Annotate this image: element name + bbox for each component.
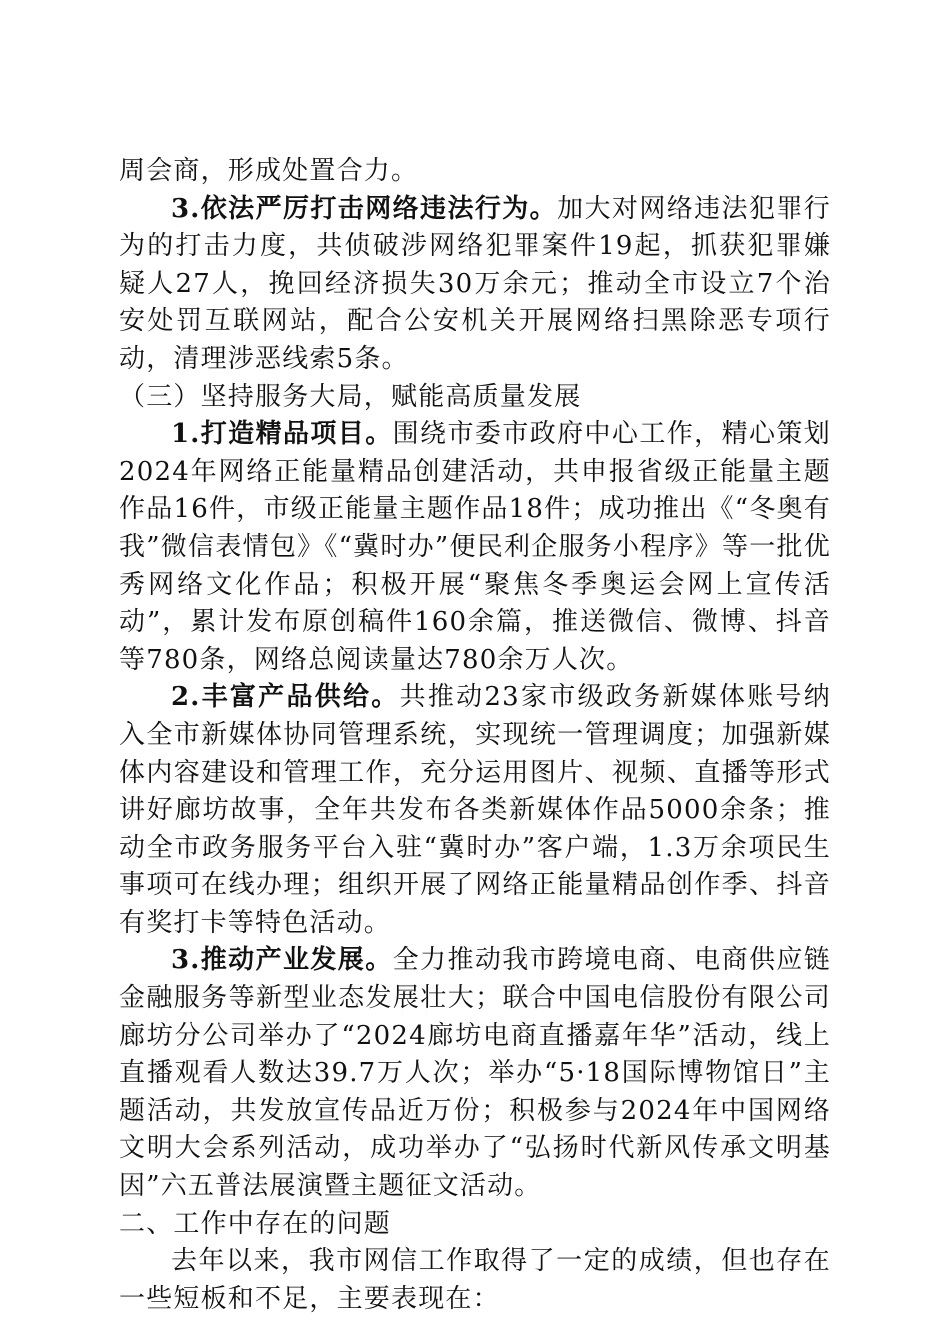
paragraph-lead: 2.丰富产品供给。	[171, 682, 400, 713]
paragraph-item-1-projects	[119, 416, 831, 679]
paragraph-item-3-crackdown	[119, 191, 831, 379]
heading-text: 二、工作中存在的问题	[119, 1208, 392, 1239]
paragraph-lead: 3.推动产业发展。	[171, 945, 393, 976]
paragraph-text: 去年以来，我市网信工作取得了一定的成绩，但也存在一些短板和不足，主要表现在：	[119, 1246, 831, 1314]
paragraph-continuation	[119, 153, 831, 191]
paragraph-text: 全力推动我市跨境电商、电商供应链金融服务等新型业态发展壮大；联合中国电信股份有限公司廊坊分公司举办了“2024廊坊电商直播嘉年华”活动，线上直播观看人数达39.7万人次；举办“5·18国际博物馆日”主题活动，共发放宣传品近万份；积极参与2024年中国网络文明大会系列活动，成功举办了“弘扬时代新风传承文明基因”六五普法展演暨主题征文活动。	[119, 945, 832, 1202]
paragraph-item-3-industry	[119, 942, 831, 1205]
paragraph-item-2-products	[119, 679, 831, 942]
paragraph-text: 加大对网络违法犯罪行为的打击力度，共侦破涉网络犯罪案件19起，抓获犯罪嫌疑人27人，挽回经济损失30万余元；推动全市设立7个治安处罚互联网站，配合公安机关开展网络扫黑除恶专项行动，清理涉恶线索5条。	[119, 193, 831, 374]
paragraph-problems-intro	[119, 1243, 831, 1318]
section-heading-three	[119, 379, 831, 417]
paragraph-text: 周会商，形成处置合力。	[119, 156, 419, 186]
paragraph-text: 共推动23家市级政务新媒体账号纳入全市新媒体协同管理系统，实现统一管理调度；加强新媒体内容建设和管理工作，充分运用图片、视频、直播等形式讲好廊坊故事，全年共发布各类新媒体作品5000余条；推动全市政务服务平台入驻“冀时办”客户端，1.3万余项民生事项可在线办理；组织开展了网络正能量精品创作季、抖音有奖打卡等特色活动。	[119, 682, 831, 938]
paragraph-text: 围绕市委市政府中心工作，精心策划2024年网络正能量精品创建活动，共申报省级正能量主题作品16件，市级正能量主题作品18件；成功推出《“冬奥有我”微信表情包》《“冀时办”便民利企服务小程序》等一批优秀网络文化作品；积极开展“聚焦冬季奥运会网上宣传活动”，累计发布原创稿件160余篇，推送微信、微博、抖音等780条，网络总阅读量达780余万人次。	[119, 419, 832, 675]
paragraph-lead: 1.打造精品项目。	[171, 419, 393, 450]
heading-text: （三）坚持服务大局，赋能高质量发展	[119, 381, 582, 412]
section-heading-two	[119, 1206, 831, 1244]
paragraph-lead: 3.依法严厉打击网络违法行为。	[171, 193, 558, 224]
document-page	[119, 153, 831, 1318]
